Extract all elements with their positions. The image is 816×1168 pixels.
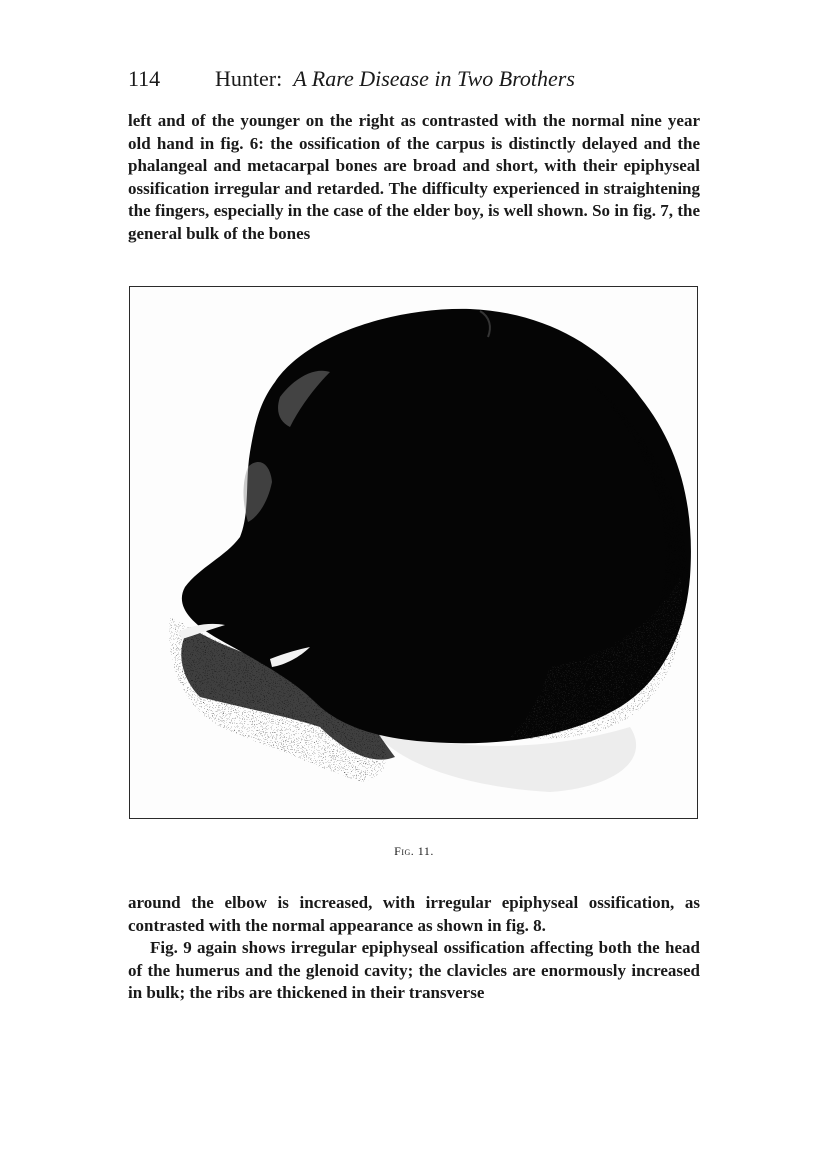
body-paragraph-1: left and of the younger on the right as contrasted with the normal nine year old hand in fig. 6: the ossification of the carpus is distinctly delayed and the phalangeal and metacarpal bones are broad and short, with their epiphyseal ossification irregular and retarded. The difficulty experienced in straightening the fingers, especially in the case of the elder boy, is well shown. So in fig. 7, the general bulk of the bones xyxy=(128,111,700,243)
page-number: 114 xyxy=(128,66,161,91)
running-title xyxy=(215,64,575,94)
running-head xyxy=(128,64,700,94)
article-title: A Rare Disease in Two Brothers xyxy=(293,66,575,91)
skull-xray-image xyxy=(130,287,697,818)
body-paragraph-3: Fig. 9 again shows irregular epiphyseal ossification affecting both the head of the humerus and the glenoid cavity; the clavicles are enormously increased in bulk; the ribs are thickened in their transverse xyxy=(128,938,700,1003)
title-separator: : xyxy=(276,66,283,91)
body-paragraph-2: around the elbow is increased, with irregular epiphyseal ossification, as contrasted with the normal appearance as shown in fig. 8. xyxy=(128,893,700,935)
figure-xray-frame xyxy=(129,286,698,819)
author-name: Hunter xyxy=(215,66,277,91)
figure-caption: Fig. 11. xyxy=(394,844,434,858)
